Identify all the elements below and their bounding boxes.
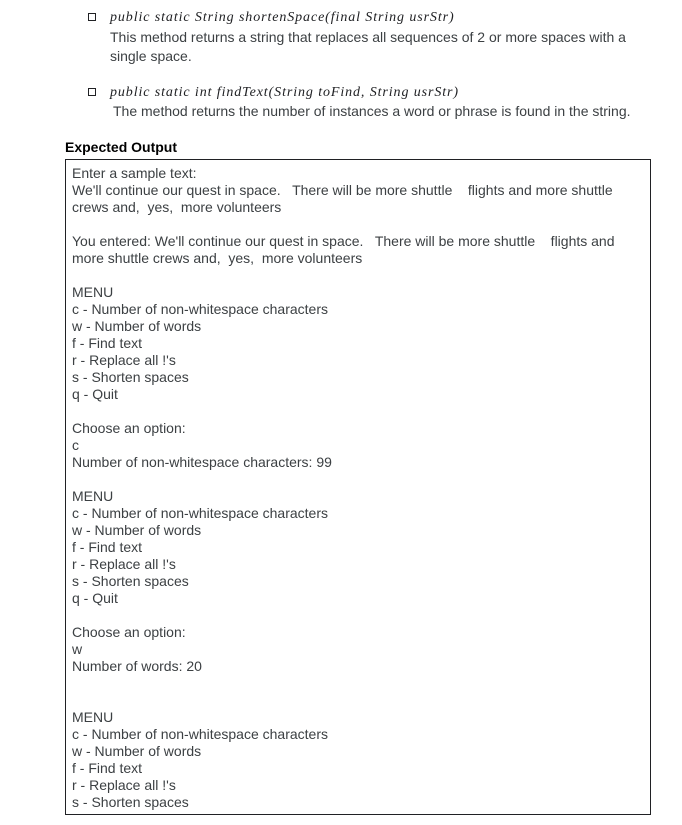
method-shorten-space: [88, 9, 648, 66]
console-line: You entered: We'll continue our quest in space. There will be more shuttle flights and more shuttle crews and, yes, more volunteers: [72, 233, 619, 266]
console-line: s - Shorten spaces: [72, 369, 189, 385]
console-line: Choose an option:: [72, 420, 186, 436]
console-line: c: [72, 437, 79, 453]
console-line: [72, 607, 644, 624]
console-line: r - Replace all !'s: [72, 556, 176, 572]
method-find-text: [88, 84, 648, 121]
console-line: Choose an option:: [72, 624, 186, 640]
console-line: Enter a sample text:: [72, 165, 197, 181]
console-line: f - Find text: [72, 539, 143, 555]
console-line: Number of words: 20: [72, 658, 202, 674]
console-line: [72, 692, 644, 709]
console-line: [72, 267, 644, 284]
console-line: [72, 471, 644, 488]
console-line: [72, 675, 644, 692]
console-line: MENU: [72, 709, 114, 725]
console-line: [72, 403, 644, 420]
console-line: q - Quit: [72, 386, 118, 402]
console-line: w: [72, 641, 83, 657]
console-line: f - Find text: [72, 760, 143, 776]
console-line: s - Shorten spaces: [72, 794, 189, 810]
console-line: f - Find text: [72, 335, 143, 351]
checkbox-bullet-icon: [88, 13, 96, 21]
method-signature-text: public static int findText(String toFind, String usrStr): [110, 85, 459, 100]
checkbox-bullet-icon: [88, 88, 96, 96]
method-description: This method returns a string that replaces all sequences of 2 or more spaces with a single space.: [110, 29, 626, 64]
console-line: c - Number of non-whitespace characters: [72, 505, 328, 521]
expected-output-box: [65, 159, 651, 815]
method-signature: [88, 84, 648, 102]
console-line: r - Replace all !'s: [72, 352, 176, 368]
console-line: [72, 216, 644, 233]
method-signature: [88, 9, 648, 27]
console-line: w - Number of words: [72, 522, 202, 538]
console-line: We'll continue our quest in space. There will be more shuttle flights and more shuttle crews and, yes, more volunteers: [72, 182, 617, 215]
console-line: w - Number of words: [72, 318, 202, 334]
console-line: MENU: [72, 488, 114, 504]
console-line: s - Shorten spaces: [72, 573, 189, 589]
console-line: r - Replace all !'s: [72, 777, 176, 793]
console-line: q - Quit: [72, 590, 118, 606]
console-line: w - Number of words: [72, 743, 202, 759]
method-signature-text: public static String shortenSpace(final String usrStr): [110, 10, 455, 25]
console-line: c - Number of non-whitespace characters: [72, 301, 328, 317]
expected-output-heading: Expected Output: [65, 139, 178, 155]
console-line: c - Number of non-whitespace characters: [72, 726, 328, 742]
method-description: The method returns the number of instances a word or phrase is found in the string.: [113, 103, 631, 119]
console-line: MENU: [72, 284, 114, 300]
console-line: Number of non-whitespace characters: 99: [72, 454, 332, 470]
